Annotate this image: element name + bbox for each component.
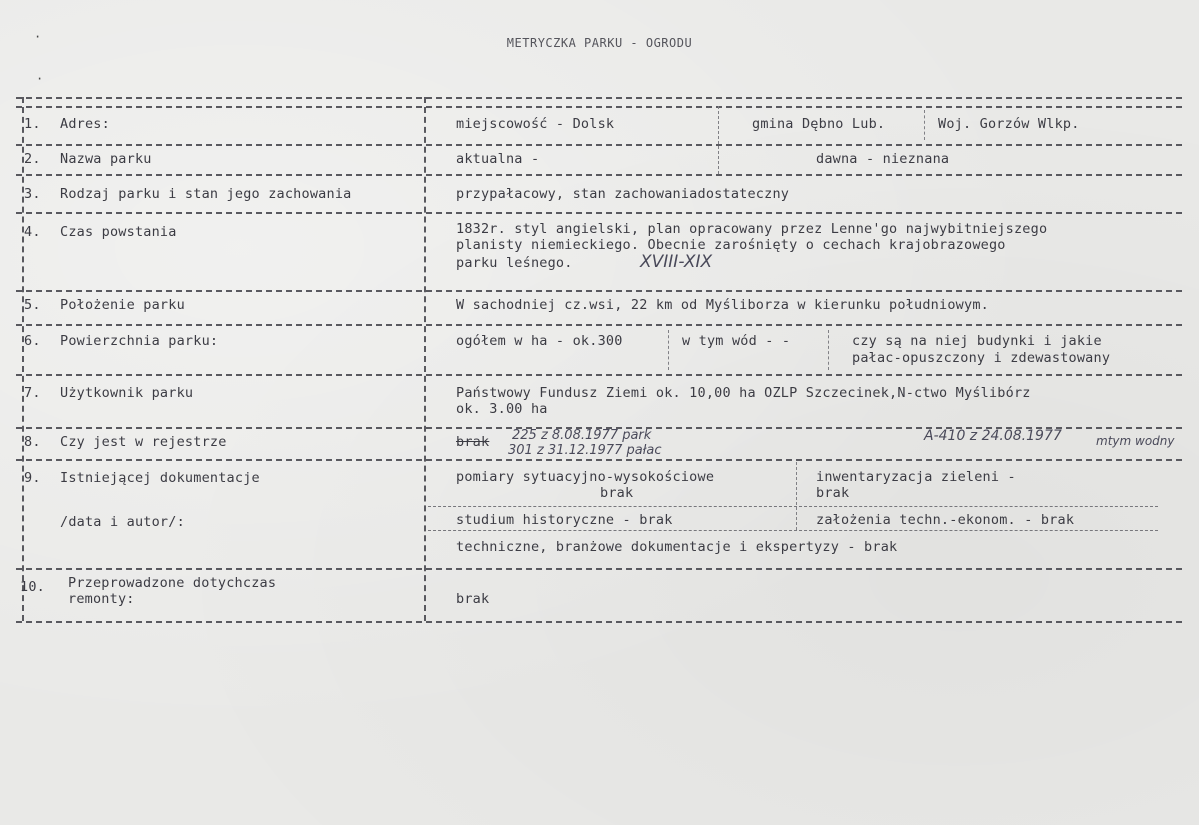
cell-value: studium historyczne - brak xyxy=(456,512,673,528)
punch-mark: · xyxy=(36,72,44,86)
table-rule xyxy=(16,568,1182,570)
cell-line: inwentaryzacja zieleni - xyxy=(816,469,1016,485)
table-rule xyxy=(428,506,1158,507)
row-label: Czas powstania xyxy=(60,224,177,240)
handwritten-century: XVIII-XIX xyxy=(640,252,713,272)
cell-value: techniczne, branżowe dokumentacje i ekspertyzy - brak xyxy=(456,539,898,555)
row-label: Użytkownik parku xyxy=(60,385,194,401)
row-number: 8. xyxy=(24,434,41,450)
table-rule xyxy=(428,530,1158,531)
row-number: 10. xyxy=(20,579,45,595)
row-number: 3. xyxy=(24,186,41,202)
table-rule xyxy=(16,106,1182,108)
table-rule xyxy=(16,174,1182,176)
table-rule xyxy=(424,97,426,621)
cell-value: dawna - nieznana xyxy=(816,151,950,167)
cell-value: ogółem w ha - ok.300 xyxy=(456,333,623,349)
table-rule xyxy=(718,106,719,174)
table-rule xyxy=(828,330,829,370)
cell-value: gmina Dębno Lub. xyxy=(752,116,886,132)
row-number: 2. xyxy=(24,151,41,167)
table-rule xyxy=(16,621,1182,623)
punch-mark: · xyxy=(34,30,42,44)
table-rule xyxy=(924,110,925,140)
table-rule xyxy=(16,212,1182,214)
row-label: Nazwa parku xyxy=(60,151,152,167)
cell-value: założenia techn.-ekonom. - brak xyxy=(816,512,1075,528)
cell-line: 1832r. styl angielski, plan opracowany przez Lenne'go najwybitniejszego xyxy=(456,221,1048,237)
cell-line: czy są na niej budynki i jakie xyxy=(852,333,1102,349)
row-number: 9. xyxy=(24,470,41,486)
handwritten-register-note: mtym wodny xyxy=(1096,434,1175,448)
row-label: Przeprowadzone dotychczas xyxy=(68,575,277,591)
row-number: 7. xyxy=(24,385,41,401)
cell-line: brak xyxy=(816,485,850,501)
cell-line: Państwowy Fundusz Ziemi ok. 10,00 ha OZLP Szczecinek,N-ctwo Myślibórz xyxy=(456,385,1031,401)
handwritten-register-palace: 301 z 31.12.1977 pałac xyxy=(508,443,662,458)
cell-line: planisty niemieckiego. Obecnie zarośnięty o cechach krajobrazowego xyxy=(456,237,1006,253)
row-number: 1. xyxy=(24,116,41,132)
cell-value: miejscowość - Dolsk xyxy=(456,116,615,132)
row-number: 4. xyxy=(24,224,41,240)
handwritten-register-park: 225 z 8.08.1977 park xyxy=(512,428,652,443)
row-label: Położenie parku xyxy=(60,297,185,313)
row-label: Powierzchnia parku: xyxy=(60,333,219,349)
cell-value: Woj. Gorzów Wlkp. xyxy=(938,116,1080,132)
table-rule xyxy=(22,97,24,621)
cell-value: brak xyxy=(456,434,490,450)
row-label-secondary: /data i autor/: xyxy=(60,514,185,530)
table-rule xyxy=(668,330,669,370)
handwritten-register-number: A-410 z 24.08.1977 xyxy=(924,428,1062,444)
table-rule xyxy=(16,324,1182,326)
cell-value: aktualna - xyxy=(456,151,540,167)
cell-line: ok. 3.00 ha xyxy=(456,401,548,417)
cell-line: pomiary sytuacyjno-wysokościowe xyxy=(456,469,715,485)
row-number: 6. xyxy=(24,333,41,349)
cell-line: pałac-opuszczony i zdewastowany xyxy=(852,350,1111,366)
table-rule xyxy=(796,462,797,530)
cell-value: brak xyxy=(456,591,490,607)
table-rule xyxy=(16,290,1182,292)
row-label: Istniejącej dokumentacje xyxy=(60,470,260,486)
row-label: Rodzaj parku i stan jego zachowania xyxy=(60,186,352,202)
cell-value: w tym wód - - xyxy=(682,333,791,349)
row-label: Adres: xyxy=(60,116,110,132)
cell-line: brak xyxy=(600,485,634,501)
row-label-secondary: remonty: xyxy=(68,591,135,607)
cell-line: parku leśnego. xyxy=(456,255,573,271)
cell-value: W sachodniej cz.wsi, 22 km od Myśliborza w kierunku południowym. xyxy=(456,297,989,313)
table-rule xyxy=(16,97,1182,99)
row-number: 5. xyxy=(24,297,41,313)
document-title: METRYCZKA PARKU - OGRODU xyxy=(506,36,693,50)
table-rule xyxy=(16,374,1182,376)
table-rule xyxy=(16,459,1182,461)
cell-value: przypałacowy, stan zachowaniadostateczny xyxy=(456,186,790,202)
table-rule xyxy=(16,144,1182,146)
row-label: Czy jest w rejestrze xyxy=(60,434,227,450)
